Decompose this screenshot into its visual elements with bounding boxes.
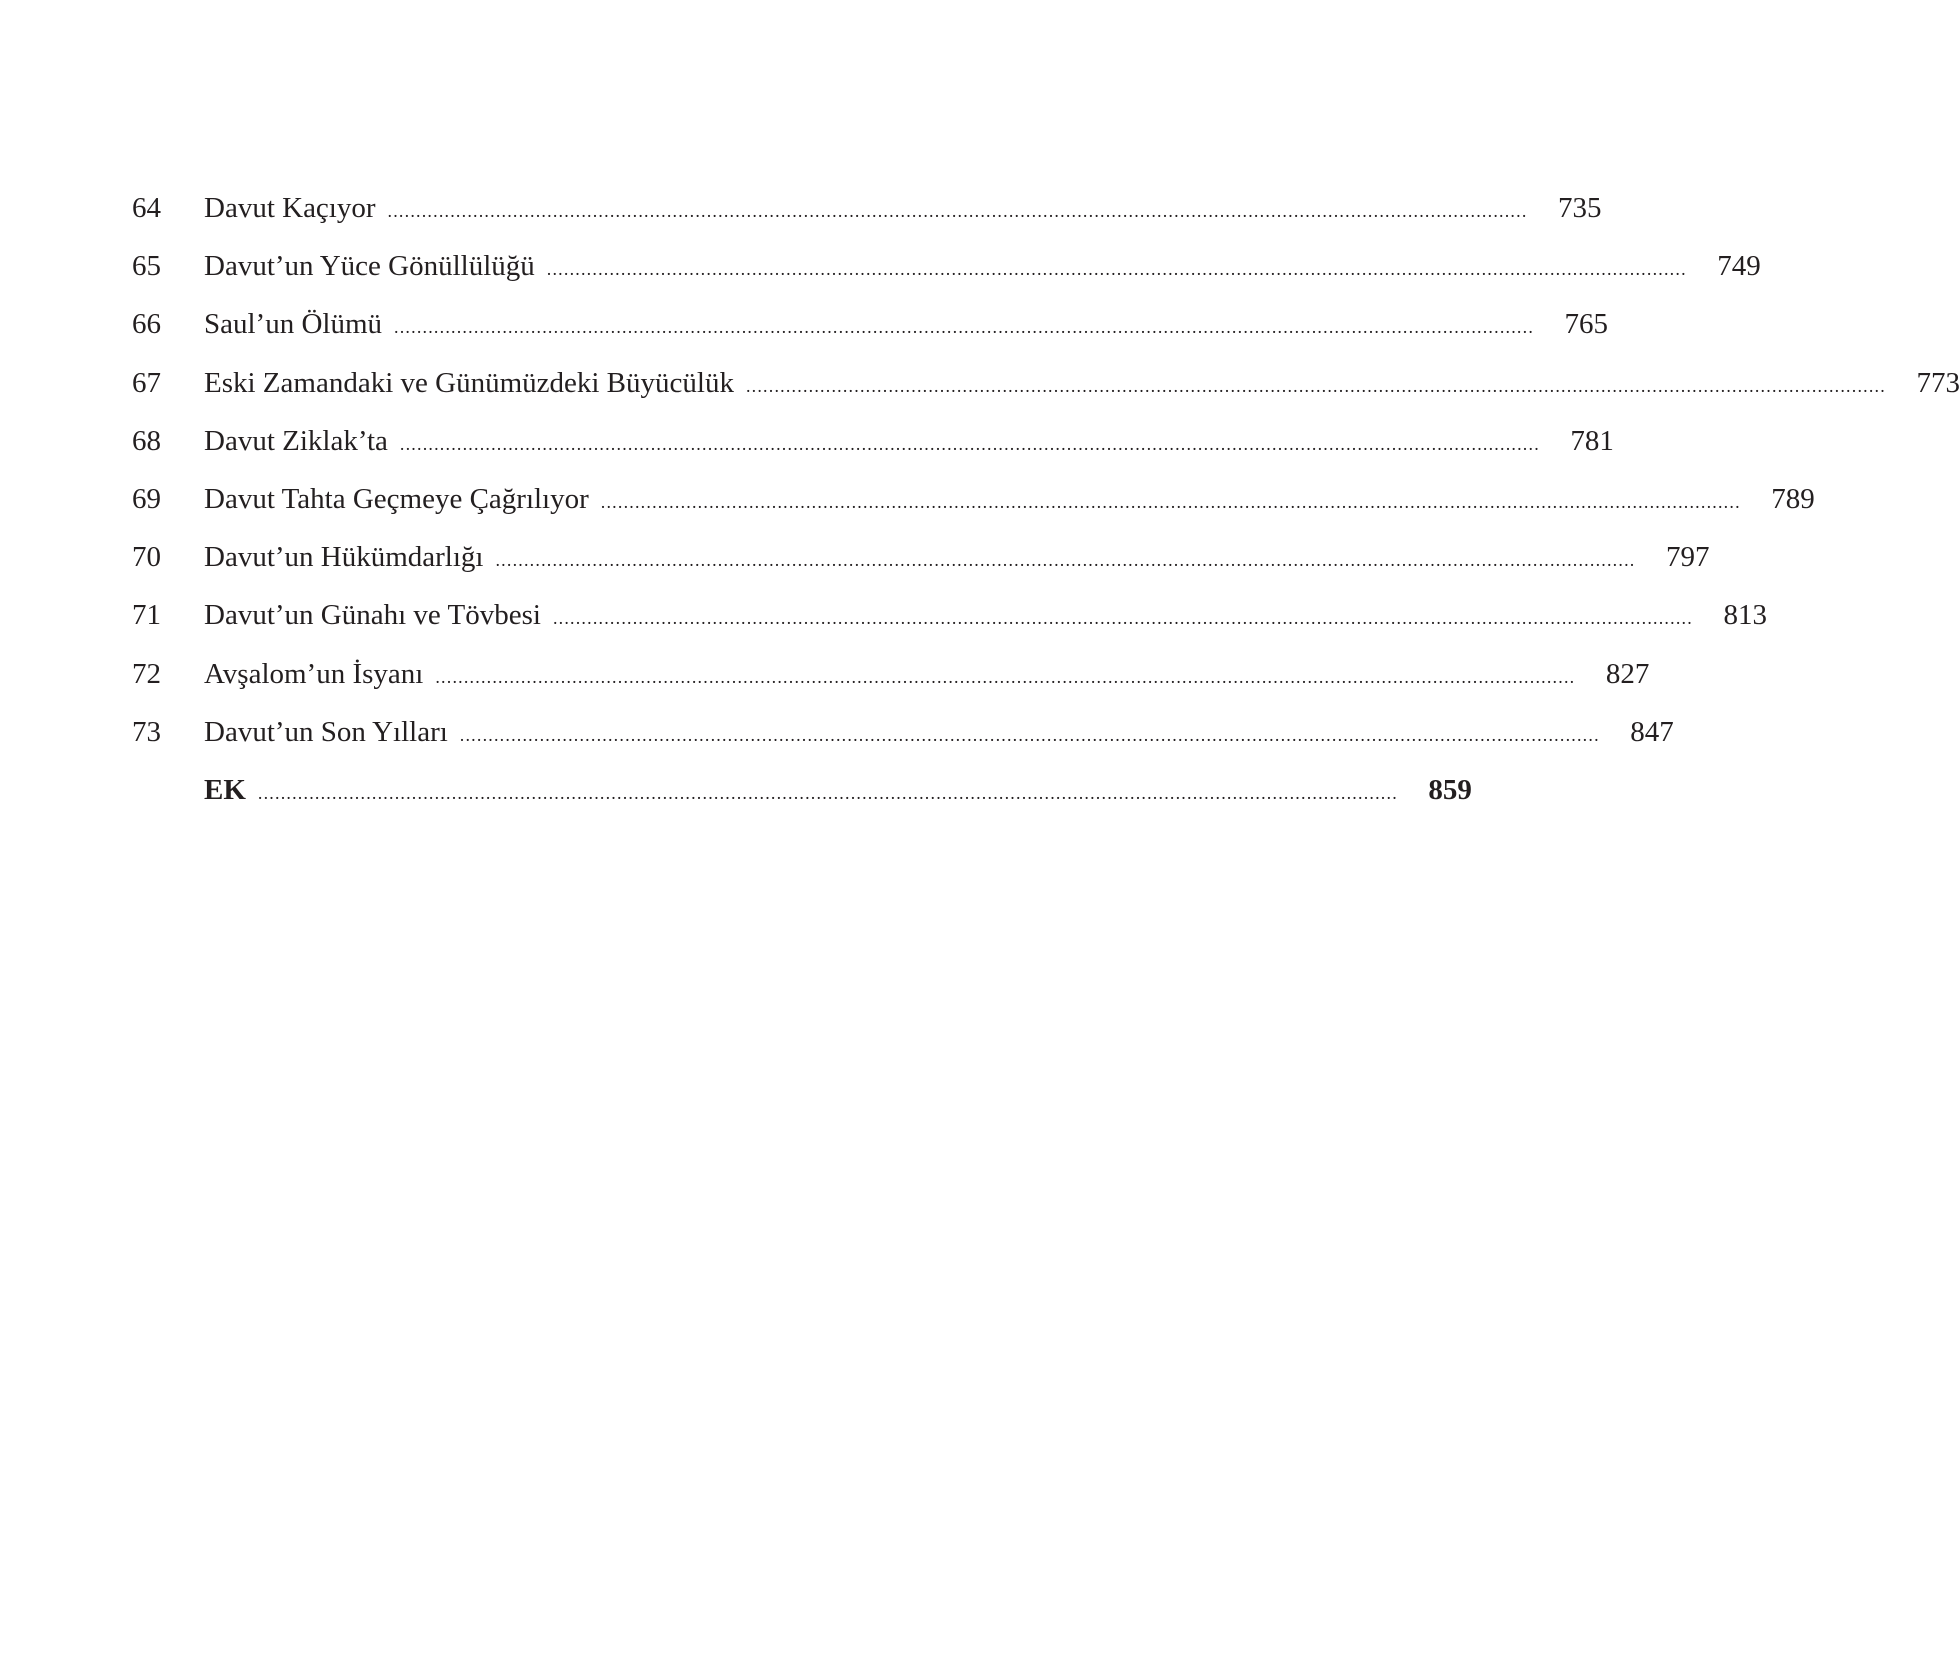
toc-entry xyxy=(132,188,1602,246)
chapter-number: 65 xyxy=(132,250,161,283)
page-number: 765 xyxy=(1564,308,1609,341)
chapter-title: Davut’un Günahı ve Tövbesi xyxy=(204,599,541,632)
page-number: 789 xyxy=(1771,482,1815,515)
dot-leader: ........................................................................................................................................................................................................ xyxy=(552,608,1693,629)
toc-entry xyxy=(132,304,1609,362)
chapter-title: Eski Zamandaki ve Günümüzdeki Büyücülük xyxy=(204,366,734,399)
chapter-number: 70 xyxy=(132,541,161,574)
page-number: 781 xyxy=(1570,424,1614,457)
dot-leader: ........................................................................................................................................................................................................ xyxy=(745,375,1886,396)
chapter-number: 64 xyxy=(132,192,161,224)
dot-leader: ........................................................................................................................................................................................................ xyxy=(600,491,1741,512)
chapter-title: Davut Tahta Geçmeye Çağrılıyor xyxy=(204,482,589,515)
chapter-number: 73 xyxy=(132,715,161,748)
page-number: 773 xyxy=(1916,366,1960,399)
chapter-number: 72 xyxy=(132,657,161,690)
toc-entry xyxy=(132,479,1815,537)
page-number: 797 xyxy=(1665,541,1710,574)
dot-leader: ........................................................................................................................................................................................................ xyxy=(546,259,1687,280)
toc-appendix-entry xyxy=(132,770,1472,828)
toc-entry xyxy=(132,421,1614,479)
toc-entry xyxy=(132,246,1761,304)
chapter-title: Davut Kaçıyor xyxy=(204,192,376,224)
chapter-title: Davut’un Yüce Gönüllülüğü xyxy=(204,250,535,283)
toc-entry xyxy=(132,363,1960,421)
chapter-title: Avşalom’un İsyanı xyxy=(204,657,424,690)
appendix-title: EK xyxy=(204,773,246,806)
dot-leader: ........................................................................................................................................................................................................ xyxy=(257,782,1398,803)
chapter-number: 67 xyxy=(132,366,161,399)
chapter-number: 66 xyxy=(132,308,161,341)
dot-leader: ........................................................................................................................................................................................................ xyxy=(394,317,1535,338)
page-number: 749 xyxy=(1717,250,1761,283)
dot-leader: ........................................................................................................................................................................................................ xyxy=(459,724,1600,745)
page-number: 827 xyxy=(1605,657,1650,690)
toc-entry xyxy=(132,712,1674,770)
dot-leader: ........................................................................................................................................................................................................ xyxy=(387,201,1528,221)
table-of-contents xyxy=(132,188,1960,828)
page-number: 847 xyxy=(1630,715,1674,748)
dot-leader: ........................................................................................................................................................................................................ xyxy=(399,433,1540,454)
dot-leader: ........................................................................................................................................................................................................ xyxy=(435,666,1576,687)
page-number: 735 xyxy=(1558,192,1602,224)
chapter-number: 68 xyxy=(132,424,161,457)
chapter-number: 69 xyxy=(132,482,161,515)
page-number: 813 xyxy=(1723,599,1767,632)
dot-leader: ........................................................................................................................................................................................................ xyxy=(495,550,1636,571)
toc-entry xyxy=(132,654,1650,712)
chapter-number: 71 xyxy=(132,599,161,632)
toc-entry xyxy=(132,595,1767,653)
chapter-title: Davut Ziklak’ta xyxy=(204,424,388,457)
chapter-title: Davut’un Hükümdarlığı xyxy=(204,541,484,574)
toc-entry xyxy=(132,537,1710,595)
chapter-title: Davut’un Son Yılları xyxy=(204,715,448,748)
appendix-page-number: 859 xyxy=(1428,773,1472,806)
chapter-title: Saul’un Ölümü xyxy=(204,308,383,341)
